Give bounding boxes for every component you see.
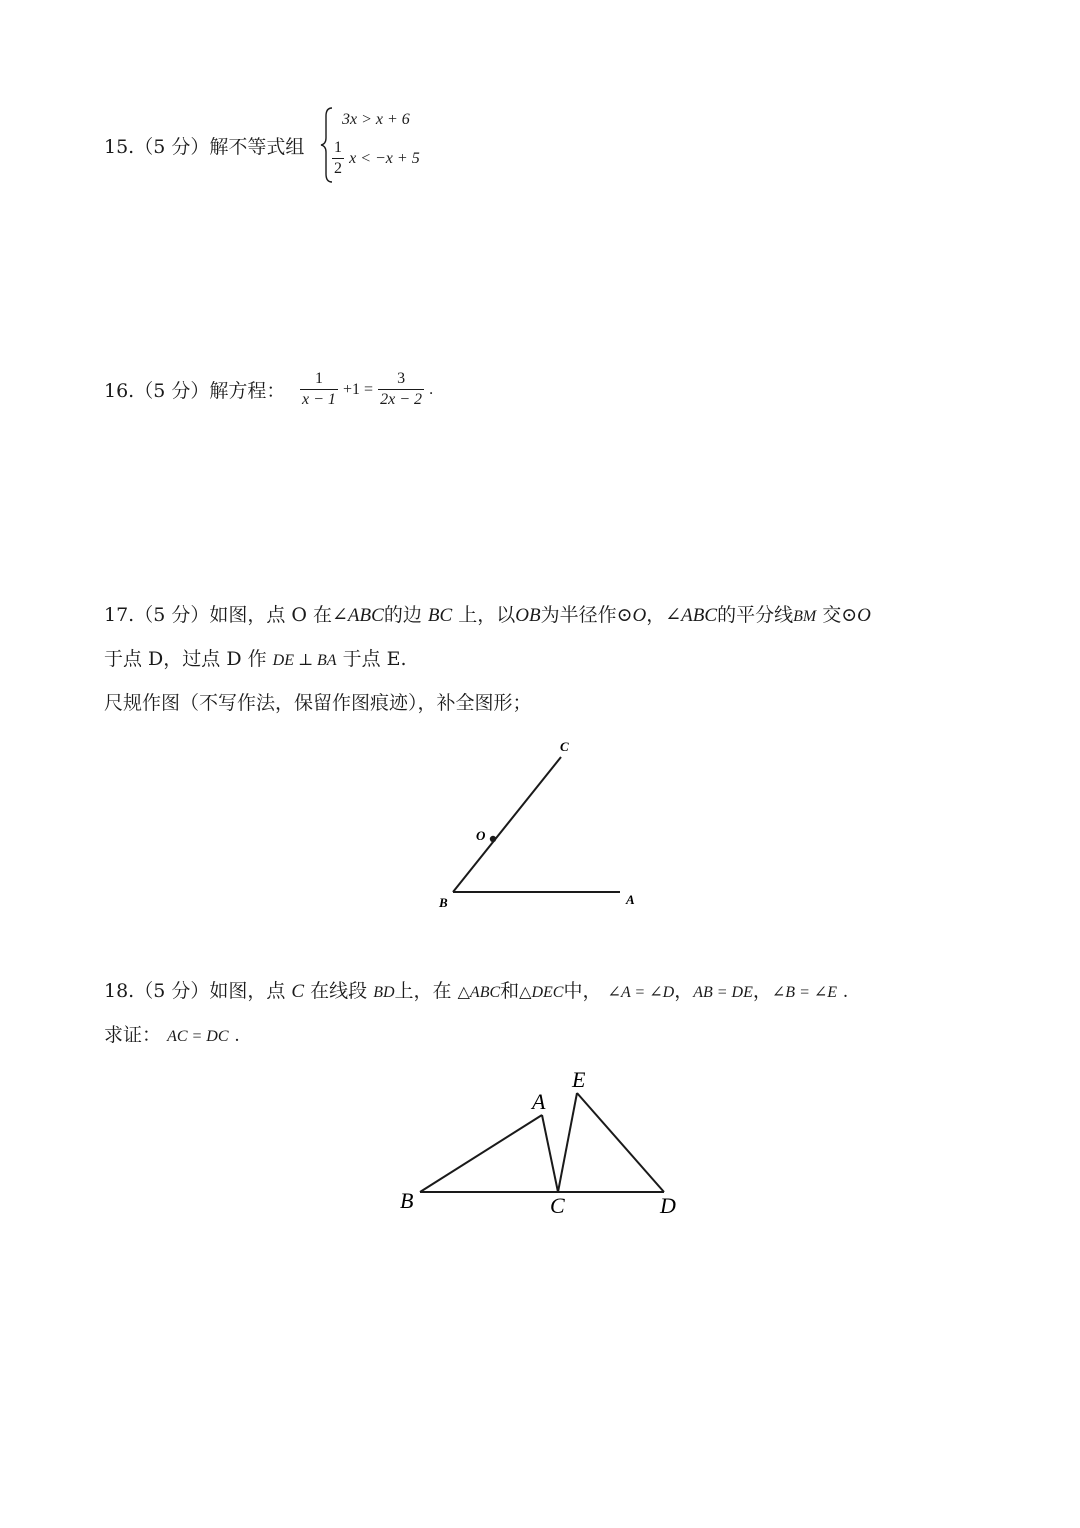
q18-label-d: D [660,1193,676,1218]
q16-stem [104,380,285,402]
q17-line-1 [104,604,871,628]
q17-line-2 [104,648,407,672]
q17-text-b: 的边 [383,604,422,626]
q17-label-b: B [439,895,448,910]
q18-label-e: E [572,1067,586,1092]
q18-segment-ed [577,1093,664,1192]
q17-line-3: 尺规作图（不写作法，保留作图痕迹），补全图形； [104,692,532,714]
q16-right-den: 2x − 2 [380,391,423,408]
q17-segment-bc [453,757,561,892]
q18-bd: BD [373,984,395,1001]
q18-label-c: C [550,1193,565,1218]
q16-left-fraction [300,369,338,410]
q18-text-f: 求证： [104,1024,162,1046]
q17-text-a: 如图，点 O 在 [209,604,333,626]
q17-label-o: O [476,828,486,843]
q18-label-a: A [532,1089,546,1114]
q16-right-fraction [378,369,424,410]
q15-inequality-2 [332,138,420,179]
q18-segment-ba [420,1115,542,1192]
q18-number: 18. [104,980,135,1002]
q15-fraction-num: 1 [334,139,342,156]
q16-equation [300,369,433,410]
q16-left-num: 1 [314,370,323,387]
q17-ob: OB [515,605,541,626]
q17-figure [420,730,660,920]
q18-comma-2: ， [752,980,772,1002]
q17-label-a: A [626,892,635,907]
q16-prompt: 解方程： [209,380,286,402]
q16-score: （5 分） [134,380,210,402]
q17-bc: BC [427,605,453,626]
q18-tri-dec: △DEC [519,984,564,1001]
q17-text-g: 于点 D，过点 D 作 [104,648,267,670]
q17-circle-o-2: ⊙O [841,605,871,626]
q17-text-d: 为半径作 [540,604,617,626]
q15-number: 15. [104,136,135,158]
q18-proof: AC = DC [167,1028,229,1045]
q18-text-b: 在线段 [310,980,368,1002]
q16-plus-one: +1 = [343,381,374,398]
q15-fraction-den: 2 [334,160,342,177]
q16-left-den: x − 1 [302,391,336,408]
q17-text-h: 于点 E. [342,648,407,670]
q18-segment-ce [558,1093,577,1192]
q15-prompt: 解不等式组 [209,136,305,158]
q18-tri-abc: △ABC [457,984,501,1001]
q17-text-f: 交 [822,604,842,626]
q18-comma-1: ， [674,980,694,1002]
q18-cond-3: ∠B = ∠E [771,984,838,1001]
q18-figure [390,1060,700,1230]
q15-score: （5 分） [134,136,210,158]
q17-point-o [490,836,496,842]
q15-inequality-2-rest: x < −x + 5 [349,150,420,167]
q15-inequality-1: 3x > x + 6 [342,111,410,128]
q17-number: 17. [104,604,135,626]
q18-c: C [291,981,305,1002]
q17-text-c: 上，以 [458,604,516,626]
q18-segment-ac [542,1115,558,1192]
q17-de-perp-ba: DE ⊥ BA [272,652,337,669]
q17-angle-abc: ∠ABC [332,605,384,626]
q18-label-b: B [400,1188,414,1213]
q18-score: （5 分） [134,980,210,1002]
q17-text-e: 的平分线 [717,604,794,626]
q17-bm: BM [793,608,817,625]
q18-cond-2: AB = DE [693,984,753,1001]
q18-line-1 [104,980,848,1004]
q17-score: （5 分） [134,604,210,626]
q18-text-e: 中， [563,980,602,1002]
q15-stem [104,136,304,158]
q17-label-c: C [560,739,569,754]
q18-text-d: 和 [500,980,520,1002]
q16-right-num: 3 [397,370,406,387]
q15-fraction [332,138,344,179]
q18-cond-1: ∠A = ∠D [607,984,675,1001]
q18-line2-end: . [234,1025,240,1046]
q18-end: . [843,981,848,1002]
q16-number: 16. [104,380,135,402]
q18-text-c: 上，在 [394,980,452,1002]
q18-line-2 [104,1024,239,1048]
q17-angle-abc-2: ∠ABC [665,605,718,626]
q16-end: . [429,381,434,398]
q17-circle-o: ⊙O [616,605,647,626]
q18-text-a: 如图，点 [209,980,286,1002]
q17-comma: ， [646,604,666,626]
